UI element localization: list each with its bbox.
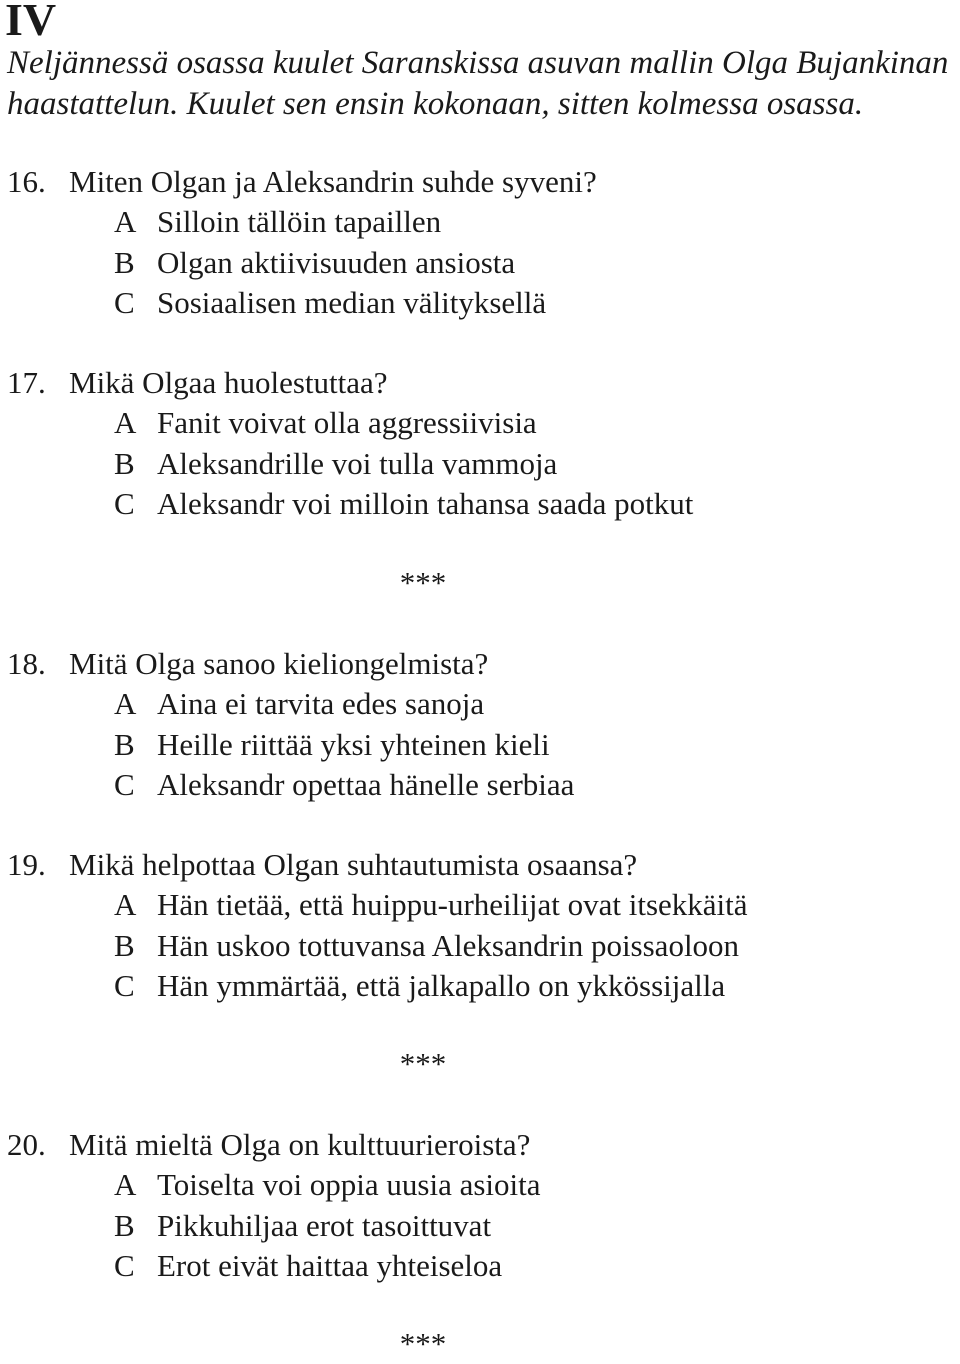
question-number: 18. — [7, 646, 46, 681]
intro-line: haastattelun. Kuulet sen ensin kokonaan, sitten kolmessa osassa. — [7, 86, 864, 122]
option-letter: C — [114, 1247, 135, 1283]
option-text: Aleksandr opettaa hänelle serbiaa — [157, 766, 575, 802]
question-stem — [7, 845, 957, 885]
answer-option-b — [7, 1206, 957, 1246]
option-text: Toiselta voi oppia uusia asioita — [157, 1167, 541, 1203]
question-17 — [7, 363, 957, 524]
option-text: Pikkuhiljaa erot tasoittuvat — [157, 1207, 492, 1243]
option-text: Aleksandr voi milloin tahansa saada potkut — [157, 485, 694, 521]
answer-option-b — [7, 926, 957, 966]
option-text: Heille riittää yksi yhteinen kieli — [157, 726, 550, 762]
option-letter: A — [114, 686, 137, 722]
option-letter: A — [114, 405, 137, 441]
question-stem — [7, 162, 957, 202]
option-text: Hän tietää, että huippu-urheilijat ovat itsekkäitä — [157, 887, 748, 923]
option-text: Sosiaalisen median välityksellä — [157, 284, 547, 320]
option-letter: A — [114, 204, 137, 240]
option-text: Silloin tällöin tapaillen — [157, 204, 442, 240]
option-letter: B — [114, 1207, 135, 1243]
answer-option-b — [7, 444, 957, 484]
question-text: Mitä mieltä Olga on kulttuurieroista? — [69, 1127, 531, 1162]
question-stem — [7, 363, 957, 403]
answer-option-b — [7, 243, 957, 283]
option-letter: A — [114, 1167, 137, 1203]
option-text: Aleksandrille voi tulla vammoja — [157, 445, 558, 481]
option-letter: C — [114, 485, 135, 521]
answer-option-b — [7, 725, 957, 765]
question-number: 20. — [7, 1127, 46, 1162]
question-text: Mikä Olgaa huolestuttaa? — [69, 365, 388, 400]
option-letter: B — [114, 244, 135, 280]
option-text: Hän uskoo tottuvansa Aleksandrin poissaoloon — [157, 927, 740, 963]
option-letter: A — [114, 887, 137, 923]
section-separator: *** — [399, 1046, 447, 1081]
question-number: 17. — [7, 365, 46, 400]
answer-option-a — [7, 202, 957, 242]
option-text: Fanit voivat olla aggressiivisia — [157, 405, 537, 441]
option-letter: B — [114, 927, 135, 963]
question-18 — [7, 644, 957, 805]
answer-option-c — [7, 484, 957, 524]
answer-option-c — [7, 1246, 957, 1286]
answer-option-a — [7, 1165, 957, 1205]
question-stem — [7, 1125, 957, 1165]
option-text: Erot eivät haittaa yhteiseloa — [157, 1247, 503, 1283]
option-letter: C — [114, 284, 135, 320]
section-intro — [7, 43, 957, 125]
question-text: Miten Olgan ja Aleksandrin suhde syveni? — [69, 164, 597, 199]
section-separator: *** — [399, 565, 447, 600]
question-number: 19. — [7, 847, 46, 882]
answer-option-a — [7, 403, 957, 443]
option-letter: B — [114, 726, 135, 762]
option-text: Aina ei tarvita edes sanoja — [157, 686, 485, 722]
section-title: IV — [5, 0, 57, 45]
question-text: Mitä Olga sanoo kieliongelmista? — [69, 646, 489, 681]
answer-option-a — [7, 885, 957, 925]
option-text: Olgan aktiivisuuden ansiosta — [157, 244, 516, 280]
answer-option-a — [7, 684, 957, 724]
question-number: 16. — [7, 164, 46, 199]
answer-option-c — [7, 283, 957, 323]
section-separator: *** — [399, 1326, 447, 1361]
question-16 — [7, 162, 957, 323]
question-text: Mikä helpottaa Olgan suhtautumista osaansa? — [69, 847, 638, 882]
option-text: Hän ymmärtää, että jalkapallo on ykkössijalla — [157, 967, 726, 1003]
question-19 — [7, 845, 957, 1006]
answer-option-c — [7, 966, 957, 1006]
question-stem — [7, 644, 957, 684]
option-letter: C — [114, 766, 135, 802]
intro-line: Neljännessä osassa kuulet Saranskissa asuvan mallin Olga Bujankinan — [7, 45, 949, 81]
question-20 — [7, 1125, 957, 1286]
option-letter: C — [114, 967, 135, 1003]
option-letter: B — [114, 445, 135, 481]
answer-option-c — [7, 765, 957, 805]
